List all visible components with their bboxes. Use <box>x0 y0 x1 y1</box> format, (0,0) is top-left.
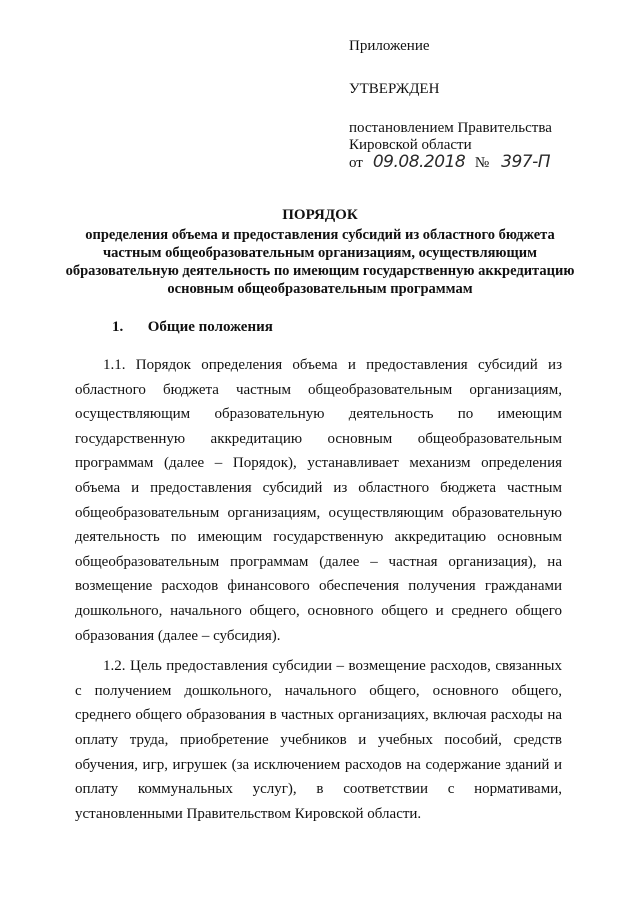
paragraph-1-1: 1.1. Порядок определения объема и предоставления субсидий из областного бюджета частным общеобразовательным организациям, осуществляющим образовательную деятельность по имеющим государственную аккредитацию основным общеобразовательным программам (далее – Порядок), устанавливает механизм определения объема и предоставления субсидий из областного бюджета частным общеобразовательным организациям, осуществляющим образовательную деятельность по имеющим государственную аккредитацию основным общеобразовательным программам (далее – частная организация), на возмещение расходов финансового обеспечения получения гражданами дошкольного, начального общего, основного общего и среднего общего образования (далее – субсидия). <box>75 357 562 644</box>
from-label: от <box>349 155 363 171</box>
appendix-label: Приложение <box>349 38 430 54</box>
handwritten-date: 09.08.2018 <box>372 152 466 172</box>
number-label: № <box>474 155 490 171</box>
document-title-block <box>60 206 580 298</box>
section-heading <box>112 319 273 336</box>
resolution-line-1: постановлением Правительства <box>349 120 552 136</box>
approved-label: УТВЕРЖДЕН <box>349 81 440 97</box>
section-title: Общие положения <box>147 319 273 335</box>
document-title: ПОРЯДОК <box>282 207 358 223</box>
resolution-line-2: Кировской области <box>349 137 472 153</box>
handwritten-number: 397-П <box>501 152 551 172</box>
document-subtitle: определения объема и предоставления субсидий из областного бюджета частным общеобразовательным организациям, осуществляющим образовательную деятельность по имеющим государственную аккредитацию основным общеобразовательным программам <box>65 227 575 297</box>
document-body <box>75 353 562 832</box>
approval-block <box>349 38 619 172</box>
section-number: 1. <box>112 319 124 335</box>
paragraph-1-2: 1.2. Цель предоставления субсидии – возмещение расходов, связанных с получением дошкольного, начального общего, основного общего, среднего общего образования в частных организациях, включая расходы на оплату труда, приобретение учебников и учебных пособий, средств обучения, игр, игрушек (за исключением расходов на содержание зданий и оплату коммунальных услуг), в соответствии с нормативами, установленными Правительством Кировской области. <box>75 658 562 822</box>
resolution-date-number-row <box>349 154 619 172</box>
